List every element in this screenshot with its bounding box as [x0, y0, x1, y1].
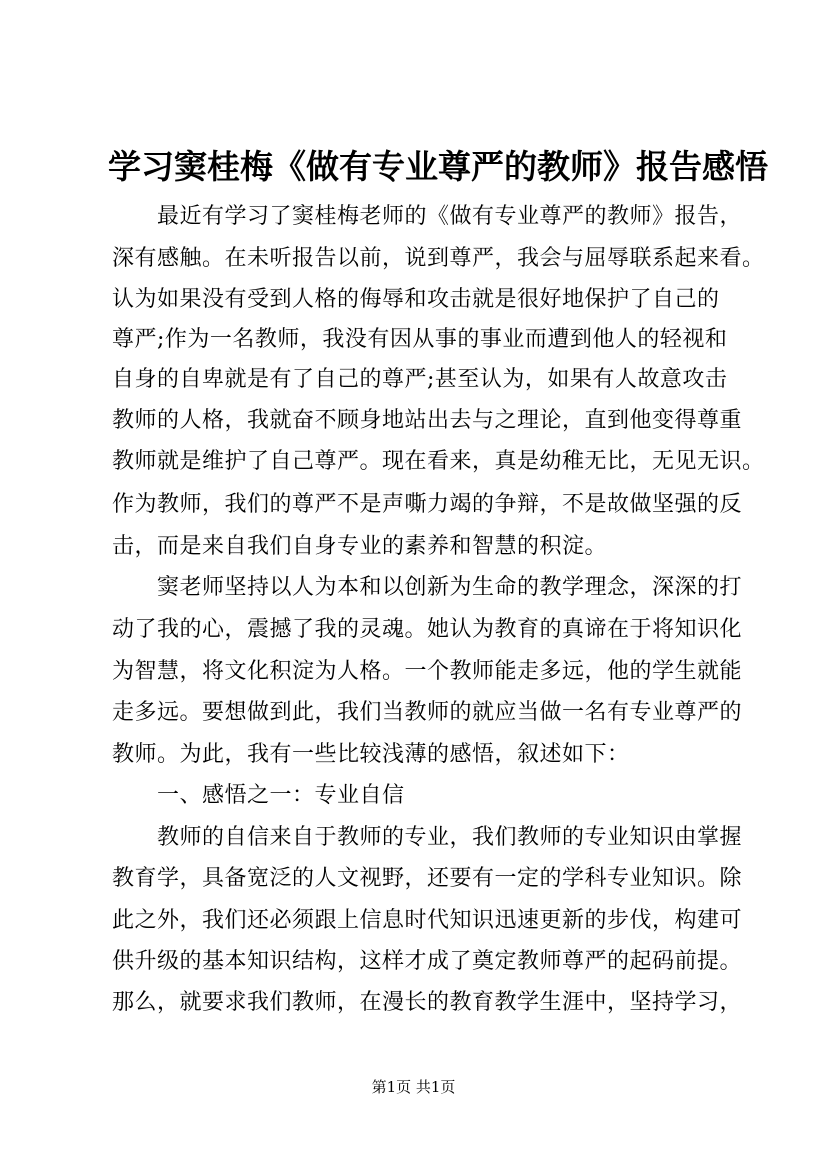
section-heading: 一、感悟之一：专业自信 [112, 783, 405, 808]
body-line: 作为教师，我们的尊严不是声嘶力竭的争辩，不是故做坚强的反 [112, 492, 743, 517]
body-line: 教师就是维护了自己尊严。现在看来，真是幼稚无比，无见无识。 [112, 449, 765, 474]
body-line: 尊严;作为一名教师，我没有因从事的事业而遭到他人的轻视和 [112, 327, 728, 352]
body-line: 教师的自信来自于教师的专业，我们教师的专业知识由掌握 [112, 825, 743, 850]
document-title: 学习窦桂梅《做有专业尊严的教师》报告感悟 [108, 147, 768, 186]
body-line: 自身的自卑就是有了自己的尊严;甚至认为，如果有人故意攻击 [112, 367, 728, 392]
body-line: 最近有学习了窦桂梅老师的《做有专业尊严的教师》报告， [112, 204, 743, 229]
body-line: 为智慧，将文化积淀为人格。一个教师能走多远，他的学生就能 [112, 659, 743, 684]
body-line: 此之外，我们还必须跟上信息时代知识迅速更新的步伐，构建可 [112, 908, 743, 933]
body-line: 认为如果没有受到人格的侮辱和攻击就是很好地保护了自己的 [112, 287, 720, 312]
body-line: 动了我的心，震撼了我的灵魂。她认为教育的真谛在于将知识化 [112, 617, 743, 642]
body-line: 那么，就要求我们教师，在漫长的教育教学生涯中，坚持学习， [112, 990, 743, 1015]
body-line: 供升级的基本知识结构，这样才成了奠定教师尊严的起码前提。 [112, 949, 743, 974]
body-line: 教育学，具备宽泛的人文视野，还要有一定的学科专业知识。除 [112, 866, 743, 891]
body-line: 教师。为此，我有一些比较浅薄的感悟，叙述如下： [112, 742, 630, 767]
page-footer: 第1页 共1页 [371, 1078, 456, 1096]
body-line: 深有感触。在未听报告以前，说到尊严，我会与屈辱联系起来看。 [112, 246, 765, 271]
body-line: 教师的人格，我就奋不顾身地站出去与之理论，直到他变得尊重 [112, 408, 743, 433]
body-line: 走多远。要想做到此，我们当教师的就应当做一名有专业尊严的 [112, 700, 743, 725]
body-line: 击，而是来自我们自身专业的素养和智慧的积淀。 [112, 534, 608, 559]
body-line: 窦老师坚持以人为本和以创新为生命的教学理念，深深的打 [112, 575, 743, 600]
